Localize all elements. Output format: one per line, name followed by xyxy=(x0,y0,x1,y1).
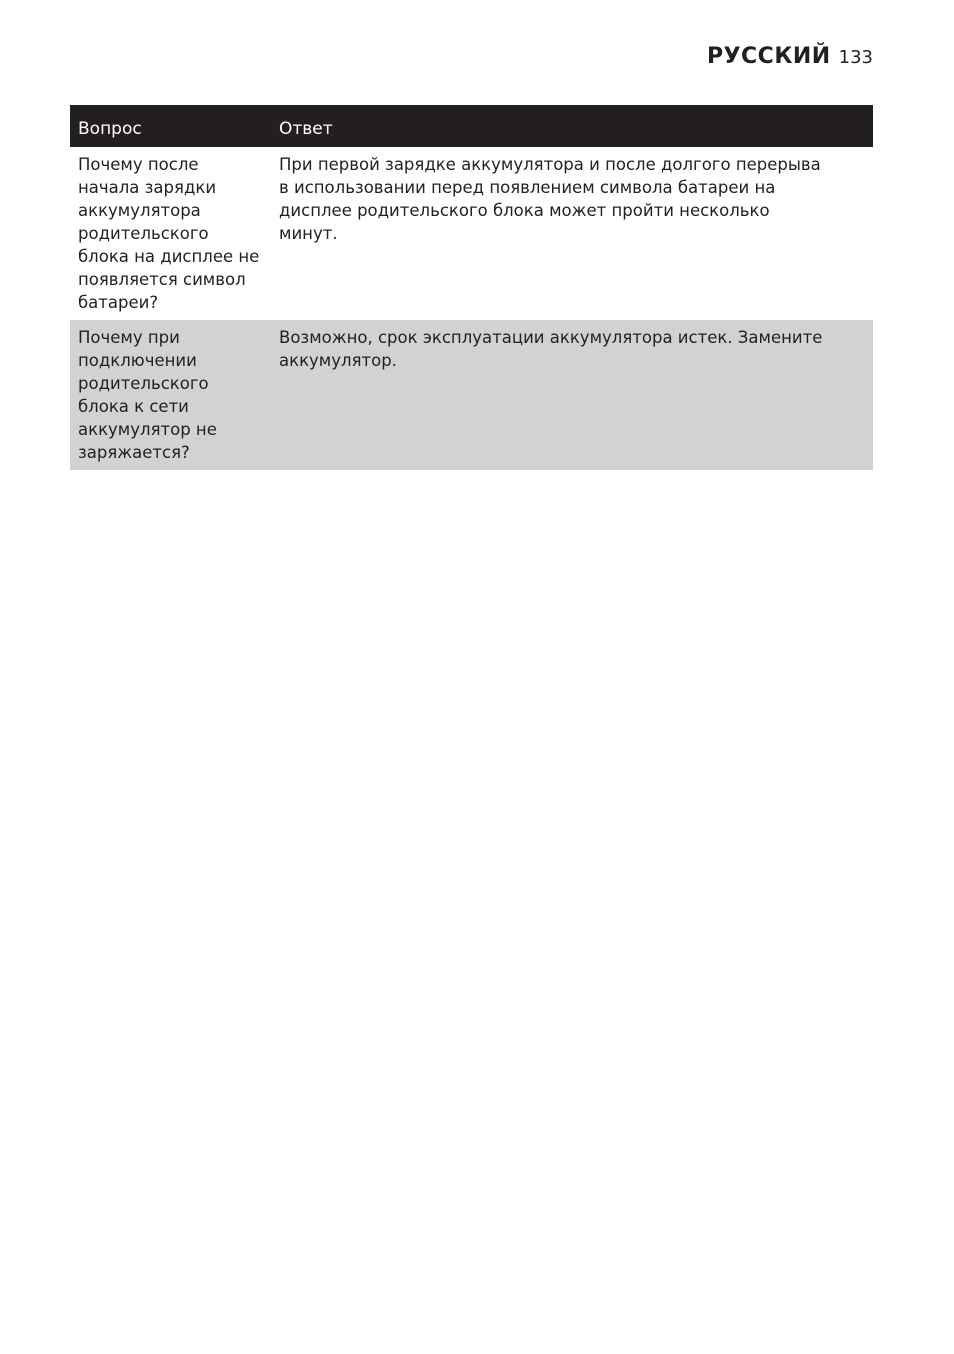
page-header xyxy=(707,44,873,69)
answer-cell: Возможно, срок эксплуатации аккумулятора истек. Замените аккумулятор. xyxy=(271,320,873,470)
answer-cell: При первой зарядке аккумулятора и после долгого перерыва в использовании перед появлением символа батареи на дисплее родительского блока может пройти несколько минут. xyxy=(271,147,873,320)
language-title: РУССКИЙ xyxy=(706,44,831,69)
column-header-question: Вопрос xyxy=(70,105,271,147)
table-row xyxy=(70,320,873,470)
question-cell: Почему после начала зарядки аккумулятора родительского блока на дисплее не появляется символ батареи? xyxy=(70,147,271,320)
table-row xyxy=(70,147,873,320)
page-number: 133 xyxy=(838,47,873,68)
table-header-row xyxy=(70,105,873,147)
faq-table xyxy=(70,105,873,470)
column-header-answer: Ответ xyxy=(271,105,873,147)
question-cell: Почему при подключении родительского блока к сети аккумулятор не заряжается? xyxy=(70,320,271,470)
